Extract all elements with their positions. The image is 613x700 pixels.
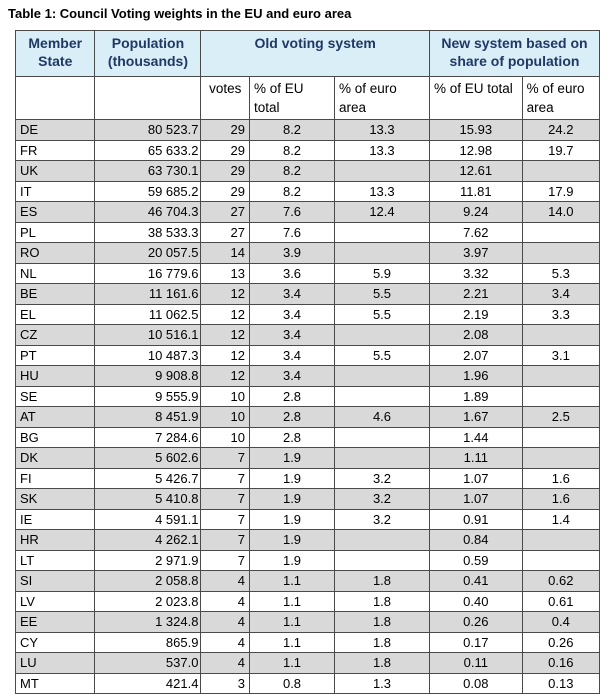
cell-old-pct-eu: 1.9: [250, 489, 335, 510]
cell-new-pct-euro: 1.4: [522, 509, 599, 530]
header-population: Population (thousands): [95, 31, 201, 77]
cell-new-pct-euro: 17.9: [522, 181, 599, 202]
cell-old-pct-eu: 1.1: [250, 653, 335, 674]
cell-new-pct-euro: [522, 161, 599, 182]
cell-votes: 10: [201, 386, 250, 407]
cell-old-pct-euro: [335, 530, 430, 551]
cell-population: 537.0: [95, 653, 201, 674]
cell-new-pct-eu: 2.21: [429, 284, 522, 305]
cell-population: 11 062.5: [95, 304, 201, 325]
table-row: [16, 673, 600, 694]
cell-old-pct-euro: 5.9: [335, 263, 430, 284]
cell-old-pct-euro: [335, 550, 430, 571]
cell-old-pct-euro: 3.2: [335, 489, 430, 510]
cell-population: 20 057.5: [95, 243, 201, 264]
header-old-pct-eu: % of EU total: [250, 77, 335, 120]
table-row: [16, 550, 600, 571]
cell-population: 10 516.1: [95, 325, 201, 346]
cell-votes: 4: [201, 571, 250, 592]
cell-old-pct-euro: [335, 222, 430, 243]
table-row: [16, 489, 600, 510]
cell-old-pct-eu: 1.1: [250, 632, 335, 653]
cell-votes: 4: [201, 653, 250, 674]
header-blank-state: [16, 77, 95, 120]
cell-old-pct-euro: 5.5: [335, 345, 430, 366]
cell-new-pct-eu: 0.08: [429, 673, 522, 694]
cell-population: 9 908.8: [95, 366, 201, 387]
cell-population: 59 685.2: [95, 181, 201, 202]
cell-old-pct-euro: 3.2: [335, 468, 430, 489]
header-member-state: Member State: [16, 31, 95, 77]
cell-population: 2 058.8: [95, 571, 201, 592]
cell-old-pct-eu: 7.6: [250, 222, 335, 243]
cell-votes: 29: [201, 181, 250, 202]
cell-new-pct-eu: 15.93: [429, 120, 522, 141]
table-row: [16, 612, 600, 633]
table-row: [16, 448, 600, 469]
cell-state: PT: [16, 345, 95, 366]
cell-old-pct-euro: 13.3: [335, 120, 430, 141]
cell-old-pct-euro: 1.8: [335, 653, 430, 674]
cell-state: EL: [16, 304, 95, 325]
cell-new-pct-eu: 3.32: [429, 263, 522, 284]
table-row: [16, 591, 600, 612]
table-row: [16, 284, 600, 305]
cell-population: 4 591.1: [95, 509, 201, 530]
cell-old-pct-euro: [335, 243, 430, 264]
cell-votes: 12: [201, 325, 250, 346]
cell-population: 5 602.6: [95, 448, 201, 469]
cell-old-pct-eu: 3.9: [250, 243, 335, 264]
cell-new-pct-eu: 0.91: [429, 509, 522, 530]
cell-population: 4 262.1: [95, 530, 201, 551]
header-old-system: Old voting system: [201, 31, 430, 77]
cell-old-pct-euro: 1.8: [335, 591, 430, 612]
cell-new-pct-eu: 2.19: [429, 304, 522, 325]
cell-old-pct-eu: 8.2: [250, 181, 335, 202]
cell-votes: 27: [201, 222, 250, 243]
cell-old-pct-euro: [335, 325, 430, 346]
cell-new-pct-euro: 24.2: [522, 120, 599, 141]
cell-state: DK: [16, 448, 95, 469]
table-row: [16, 468, 600, 489]
header-row-primary: [16, 31, 600, 77]
cell-new-pct-euro: 19.7: [522, 140, 599, 161]
table-row: [16, 243, 600, 264]
header-votes: votes: [201, 77, 250, 120]
cell-old-pct-euro: [335, 386, 430, 407]
cell-new-pct-eu: 9.24: [429, 202, 522, 223]
cell-votes: 29: [201, 120, 250, 141]
cell-population: 9 555.9: [95, 386, 201, 407]
cell-new-pct-eu: 0.59: [429, 550, 522, 571]
cell-state: CZ: [16, 325, 95, 346]
table-row: [16, 632, 600, 653]
cell-votes: 12: [201, 304, 250, 325]
cell-old-pct-euro: 13.3: [335, 181, 430, 202]
cell-new-pct-euro: [522, 427, 599, 448]
cell-new-pct-eu: 0.84: [429, 530, 522, 551]
table-title: Table 1: Council Voting weights in the EU and euro area: [8, 6, 352, 21]
table-row: [16, 325, 600, 346]
cell-new-pct-eu: 2.07: [429, 345, 522, 366]
cell-new-pct-euro: [522, 386, 599, 407]
cell-old-pct-euro: [335, 427, 430, 448]
cell-population: 2 971.9: [95, 550, 201, 571]
cell-new-pct-eu: 1.07: [429, 468, 522, 489]
cell-old-pct-eu: 3.6: [250, 263, 335, 284]
cell-old-pct-eu: 1.1: [250, 571, 335, 592]
cell-state: HR: [16, 530, 95, 551]
cell-votes: 7: [201, 468, 250, 489]
cell-new-pct-eu: 0.11: [429, 653, 522, 674]
cell-old-pct-euro: [335, 161, 430, 182]
cell-state: SE: [16, 386, 95, 407]
cell-state: BG: [16, 427, 95, 448]
cell-state: BE: [16, 284, 95, 305]
header-row-secondary: [16, 77, 600, 120]
cell-new-pct-euro: 0.61: [522, 591, 599, 612]
cell-new-pct-euro: 0.62: [522, 571, 599, 592]
cell-old-pct-eu: 3.4: [250, 325, 335, 346]
cell-old-pct-eu: 1.1: [250, 591, 335, 612]
cell-new-pct-euro: [522, 366, 599, 387]
cell-old-pct-eu: 3.4: [250, 304, 335, 325]
cell-votes: 3: [201, 673, 250, 694]
table-row: [16, 366, 600, 387]
cell-new-pct-euro: 0.13: [522, 673, 599, 694]
cell-old-pct-eu: 2.8: [250, 427, 335, 448]
cell-new-pct-euro: 0.4: [522, 612, 599, 633]
cell-votes: 7: [201, 509, 250, 530]
cell-new-pct-eu: 0.17: [429, 632, 522, 653]
cell-state: LT: [16, 550, 95, 571]
cell-state: PL: [16, 222, 95, 243]
cell-new-pct-eu: 3.97: [429, 243, 522, 264]
cell-old-pct-eu: 1.9: [250, 468, 335, 489]
cell-new-pct-eu: 1.67: [429, 407, 522, 428]
cell-new-pct-euro: [522, 325, 599, 346]
cell-votes: 4: [201, 612, 250, 633]
voting-weights-table: [15, 30, 600, 694]
cell-new-pct-eu: 12.61: [429, 161, 522, 182]
cell-votes: 10: [201, 407, 250, 428]
cell-population: 63 730.1: [95, 161, 201, 182]
cell-state: ES: [16, 202, 95, 223]
cell-population: 2 023.8: [95, 591, 201, 612]
cell-new-pct-eu: 0.41: [429, 571, 522, 592]
cell-new-pct-euro: 1.6: [522, 468, 599, 489]
cell-new-pct-euro: 0.16: [522, 653, 599, 674]
cell-votes: 12: [201, 366, 250, 387]
cell-state: LU: [16, 653, 95, 674]
cell-state: DE: [16, 120, 95, 141]
cell-old-pct-eu: 7.6: [250, 202, 335, 223]
cell-old-pct-eu: 1.9: [250, 530, 335, 551]
cell-votes: 7: [201, 448, 250, 469]
header-blank-population: [95, 77, 201, 120]
cell-new-pct-eu: 0.26: [429, 612, 522, 633]
cell-population: 46 704.3: [95, 202, 201, 223]
cell-votes: 27: [201, 202, 250, 223]
cell-votes: 12: [201, 345, 250, 366]
cell-old-pct-euro: 1.3: [335, 673, 430, 694]
table-row: [16, 509, 600, 530]
cell-state: MT: [16, 673, 95, 694]
cell-old-pct-eu: 3.4: [250, 345, 335, 366]
cell-old-pct-euro: 13.3: [335, 140, 430, 161]
cell-new-pct-eu: 1.07: [429, 489, 522, 510]
cell-new-pct-euro: 1.6: [522, 489, 599, 510]
cell-new-pct-euro: 5.3: [522, 263, 599, 284]
cell-votes: 7: [201, 530, 250, 551]
cell-population: 8 451.9: [95, 407, 201, 428]
cell-old-pct-eu: 8.2: [250, 161, 335, 182]
cell-new-pct-euro: 3.1: [522, 345, 599, 366]
cell-old-pct-euro: 3.2: [335, 509, 430, 530]
cell-new-pct-euro: [522, 530, 599, 551]
cell-new-pct-euro: 3.4: [522, 284, 599, 305]
cell-new-pct-eu: 1.44: [429, 427, 522, 448]
cell-state: HU: [16, 366, 95, 387]
cell-new-pct-eu: 1.96: [429, 366, 522, 387]
cell-state: AT: [16, 407, 95, 428]
cell-population: 5 426.7: [95, 468, 201, 489]
table-row: [16, 407, 600, 428]
cell-votes: 14: [201, 243, 250, 264]
cell-state: IE: [16, 509, 95, 530]
table-row: [16, 304, 600, 325]
cell-old-pct-eu: 3.4: [250, 284, 335, 305]
cell-old-pct-eu: 8.2: [250, 140, 335, 161]
cell-population: 10 487.3: [95, 345, 201, 366]
cell-old-pct-eu: 1.9: [250, 448, 335, 469]
cell-old-pct-euro: 4.6: [335, 407, 430, 428]
table-row: [16, 161, 600, 182]
table-row: [16, 140, 600, 161]
cell-new-pct-eu: 0.40: [429, 591, 522, 612]
cell-old-pct-eu: 8.2: [250, 120, 335, 141]
cell-new-pct-euro: 0.26: [522, 632, 599, 653]
cell-new-pct-eu: 12.98: [429, 140, 522, 161]
cell-old-pct-eu: 1.1: [250, 612, 335, 633]
cell-votes: 7: [201, 489, 250, 510]
cell-old-pct-eu: 1.9: [250, 509, 335, 530]
cell-new-pct-euro: [522, 550, 599, 571]
cell-votes: 7: [201, 550, 250, 571]
header-new-pct-eu: % of EU total: [429, 77, 522, 120]
cell-old-pct-euro: 1.8: [335, 632, 430, 653]
cell-population: 11 161.6: [95, 284, 201, 305]
cell-population: 1 324.8: [95, 612, 201, 633]
cell-state: FI: [16, 468, 95, 489]
cell-old-pct-eu: 2.8: [250, 407, 335, 428]
cell-old-pct-euro: [335, 366, 430, 387]
cell-new-pct-euro: 2.5: [522, 407, 599, 428]
header-new-system: New system based on share of population: [429, 31, 599, 77]
cell-new-pct-eu: 2.08: [429, 325, 522, 346]
cell-new-pct-euro: 14.0: [522, 202, 599, 223]
cell-new-pct-eu: 7.62: [429, 222, 522, 243]
table-row: [16, 222, 600, 243]
cell-state: CY: [16, 632, 95, 653]
cell-new-pct-eu: 1.11: [429, 448, 522, 469]
cell-population: 16 779.6: [95, 263, 201, 284]
cell-old-pct-euro: [335, 448, 430, 469]
cell-old-pct-euro: 1.8: [335, 571, 430, 592]
cell-old-pct-euro: 5.5: [335, 304, 430, 325]
cell-votes: 29: [201, 161, 250, 182]
cell-old-pct-eu: 3.4: [250, 366, 335, 387]
cell-state: SK: [16, 489, 95, 510]
cell-votes: 13: [201, 263, 250, 284]
cell-population: 5 410.8: [95, 489, 201, 510]
cell-new-pct-eu: 1.89: [429, 386, 522, 407]
table-row: [16, 530, 600, 551]
table-row: [16, 571, 600, 592]
cell-state: EE: [16, 612, 95, 633]
cell-old-pct-euro: 1.8: [335, 612, 430, 633]
cell-old-pct-euro: 5.5: [335, 284, 430, 305]
table-row: [16, 386, 600, 407]
cell-state: UK: [16, 161, 95, 182]
cell-old-pct-eu: 1.9: [250, 550, 335, 571]
cell-votes: 4: [201, 632, 250, 653]
table-row: [16, 120, 600, 141]
cell-new-pct-eu: 11.81: [429, 181, 522, 202]
cell-votes: 10: [201, 427, 250, 448]
cell-votes: 29: [201, 140, 250, 161]
cell-new-pct-euro: [522, 222, 599, 243]
cell-new-pct-euro: [522, 448, 599, 469]
cell-state: IT: [16, 181, 95, 202]
cell-population: 65 633.2: [95, 140, 201, 161]
cell-old-pct-euro: 12.4: [335, 202, 430, 223]
cell-votes: 12: [201, 284, 250, 305]
header-new-pct-euro: % of euro area: [522, 77, 599, 120]
cell-old-pct-eu: 0.8: [250, 673, 335, 694]
header-old-pct-euro: % of euro area: [335, 77, 430, 120]
table-row: [16, 345, 600, 366]
cell-population: 80 523.7: [95, 120, 201, 141]
cell-population: 7 284.6: [95, 427, 201, 448]
cell-old-pct-eu: 2.8: [250, 386, 335, 407]
cell-new-pct-euro: [522, 243, 599, 264]
table-row: [16, 181, 600, 202]
cell-state: FR: [16, 140, 95, 161]
cell-state: SI: [16, 571, 95, 592]
table-row: [16, 427, 600, 448]
cell-state: NL: [16, 263, 95, 284]
cell-population: 865.9: [95, 632, 201, 653]
cell-population: 421.4: [95, 673, 201, 694]
cell-votes: 4: [201, 591, 250, 612]
cell-state: LV: [16, 591, 95, 612]
table-row: [16, 263, 600, 284]
cell-new-pct-euro: 3.3: [522, 304, 599, 325]
table-row: [16, 202, 600, 223]
cell-population: 38 533.3: [95, 222, 201, 243]
cell-state: RO: [16, 243, 95, 264]
table-row: [16, 653, 600, 674]
table-body: [16, 120, 600, 694]
